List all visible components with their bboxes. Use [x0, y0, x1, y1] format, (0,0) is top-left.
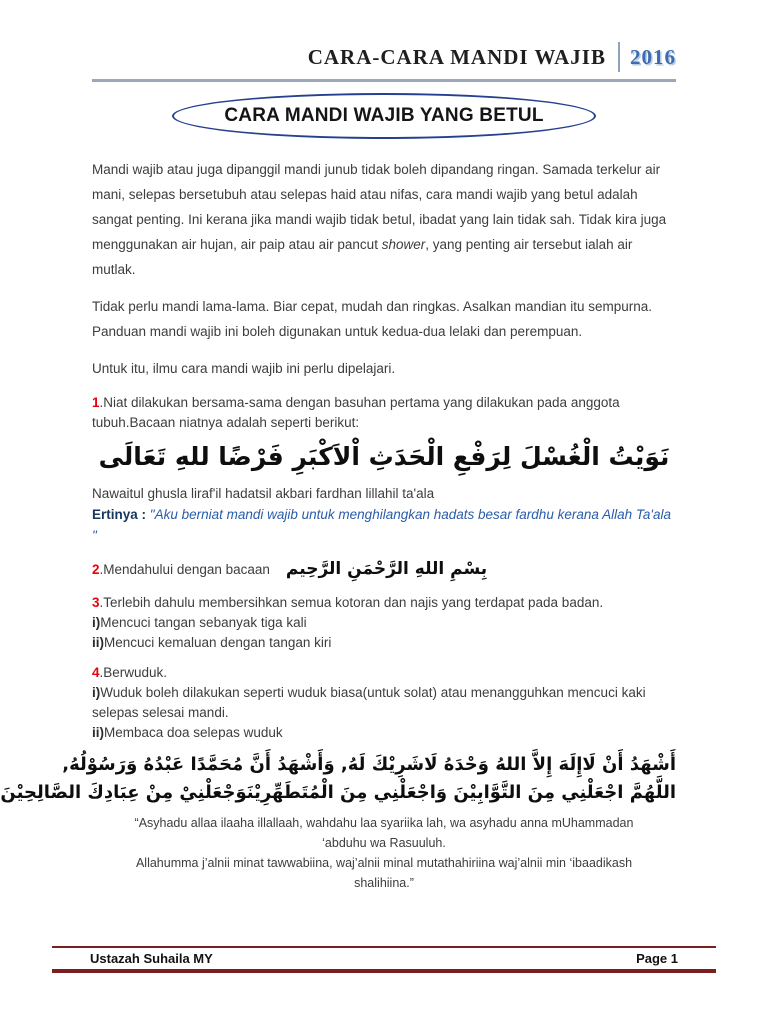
- paragraph-intro-1: [92, 157, 676, 282]
- paragraph-intro-3: Untuk itu, ilmu cara mandi wajib ini perlu dipelajari.: [92, 361, 396, 376]
- dua-transliteration-line-2: ‘abduhu wa Rasuuluh.: [322, 836, 446, 850]
- step-1-meaning: [92, 504, 676, 546]
- paragraph-intro-1-text-end: , yang penting air tersebut ialah air mutlak.: [92, 237, 633, 277]
- step-4-item-i: [92, 683, 676, 723]
- step-1-number: 1: [92, 395, 100, 410]
- footer-author: Ustazah Suhaila MY: [90, 951, 213, 966]
- header-title: CARA-CARA MANDI WAJIB: [307, 44, 606, 69]
- paragraph-intro-1-shower-italic: shower: [381, 237, 426, 252]
- paragraph-intro-2: Tidak perlu mandi lama-lama. Biar cepat, mudah dan ringkas. Asalkan mandian itu sempurna. Panduan mandi wajib ini boleh digunakan untuk kedua-dua lelaki dan perempuan.: [92, 299, 653, 339]
- step-3-heading: [92, 593, 676, 613]
- step-4-block: [92, 663, 676, 743]
- main-title: CARA MANDI WAJIB YANG BETUL: [224, 105, 544, 126]
- footer-row: [52, 948, 716, 969]
- document-footer: [52, 946, 716, 973]
- step-1-meaning-text: "Aku berniat mandi wajib untuk menghilangkan hadats besar fardhu kerana Allah Ta'ala ": [92, 507, 671, 543]
- step-2-heading: [92, 556, 676, 583]
- step-3-block: [92, 593, 676, 653]
- step-3-text: .Terlebih dahulu membersihkan semua kotoran dan najis yang terdapat pada badan.: [99, 595, 604, 610]
- step-1-arabic-niat: نَوَيْتُ الْغُسْلَ لِرَفْعِ الْحَدَثِ اْلاَكْبَرِ فَرْضًا للهِ تَعَالَى: [98, 442, 670, 471]
- step-2-text: .Mendahului dengan bacaan: [99, 562, 270, 577]
- dua-transliteration-line-3: Allahumma j’alnii minat tawwabiina, waj’alnii minal mutathahiriina waj’alnii min ‘ibaadikash: [135, 856, 633, 870]
- document-header: [92, 0, 676, 82]
- step-4-item-i-text: Wuduk boleh dilakukan seperti wuduk biasa(untuk solat) atau menangguhkan mencuci kaki selepas selesai mandi.: [92, 685, 646, 720]
- step-4-item-ii-text: Membaca doa selepas wuduk: [104, 725, 283, 740]
- step-4-item-ii: [92, 723, 676, 743]
- step-3-item-i: [92, 613, 676, 633]
- dua-arabic-block: [0, 751, 676, 807]
- step-1-heading: [92, 393, 676, 433]
- dua-transliteration-line-4: shalihiina.”: [354, 876, 414, 890]
- dua-transliteration-line-1: “Asyhadu allaa ilaaha illallaah, wahdahu laa syariika lah, wa asyhadu anna mUhammadan: [134, 816, 634, 830]
- footer-page-number: Page 1: [636, 951, 678, 966]
- step-4-item-ii-label: ii): [92, 725, 104, 740]
- step-4-text: .Berwuduk.: [99, 665, 168, 680]
- step-3-number: 3: [92, 595, 100, 610]
- header-row: [92, 40, 676, 74]
- dua-arabic-line-2: اللَّهُمَّ اجْعَلْنِي مِنَ التَّوَّابِيْنَ وَاجْعَلْنِي مِنَ الْمُتَطَهِّرِيْنَوَجْعَلْنِيْ مِنْ عِبَادِكَ الصَّالِحِيْنَ: [0, 782, 676, 803]
- step-3-item-ii-text: Mencuci kemaluan dengan tangan kiri: [104, 635, 332, 650]
- step-3-item-i-text: Mencuci tangan sebanyak tiga kali: [100, 615, 307, 630]
- dua-arabic-line-1: أَشْهَدُ أَنْ لَاإِلَهَ إِلاَّ اللهُ وَحْدَهُ لَاشَرِيْكَ لَهُ, وَأَشْهَدُ أَنَّ مُحَمَّدًا عَبْدُهُ وَرَسُوْلُهُ,: [62, 754, 676, 775]
- footer-bottom-rule: [52, 969, 716, 973]
- step-3-item-ii-label: ii): [92, 635, 104, 650]
- header-year: 2016: [630, 44, 676, 69]
- step-3-item-ii: [92, 633, 676, 653]
- main-title-oval: [172, 93, 596, 139]
- step-4-heading: [92, 663, 676, 683]
- step-2-arabic-bismillah: بِسْمِ اللهِ الرَّحْمَنِ الرَّحِيم: [285, 559, 488, 579]
- header-divider-line: [618, 42, 620, 72]
- step-3-item-i-label: i): [92, 615, 101, 630]
- step-1-text: .Niat dilakukan bersama-sama dengan basuhan pertama yang dilakukan pada anggota tubuh.Bacaan niatnya adalah seperti berikut:: [92, 395, 620, 430]
- header-horizontal-rule: [92, 79, 676, 82]
- step-2-number: 2: [92, 562, 100, 577]
- step-1-transliteration: Nawaitul ghusla liraf'il hadatsil akbari fardhan lillahil ta'ala: [92, 486, 435, 501]
- step-1-meaning-label: Ertinya :: [92, 507, 147, 522]
- paragraph-intro-1-text: Mandi wajib atau juga dipanggil mandi junub tidak boleh dipandang ringan. Samada terkelur air mani, selepas bersetubuh atau selepas haid atau nifas, cara mandi wajib yang betul adalah sangat penting. Ini kerana jika mandi wajib tidak betul, ibadat yang lain tidak sah. Tidak kira juga menggunakan air hujan, air paip atau air pancut: [92, 162, 667, 252]
- step-4-number: 4: [92, 665, 100, 680]
- dua-transliteration-block: [92, 813, 676, 893]
- step-4-item-i-label: i): [92, 685, 101, 700]
